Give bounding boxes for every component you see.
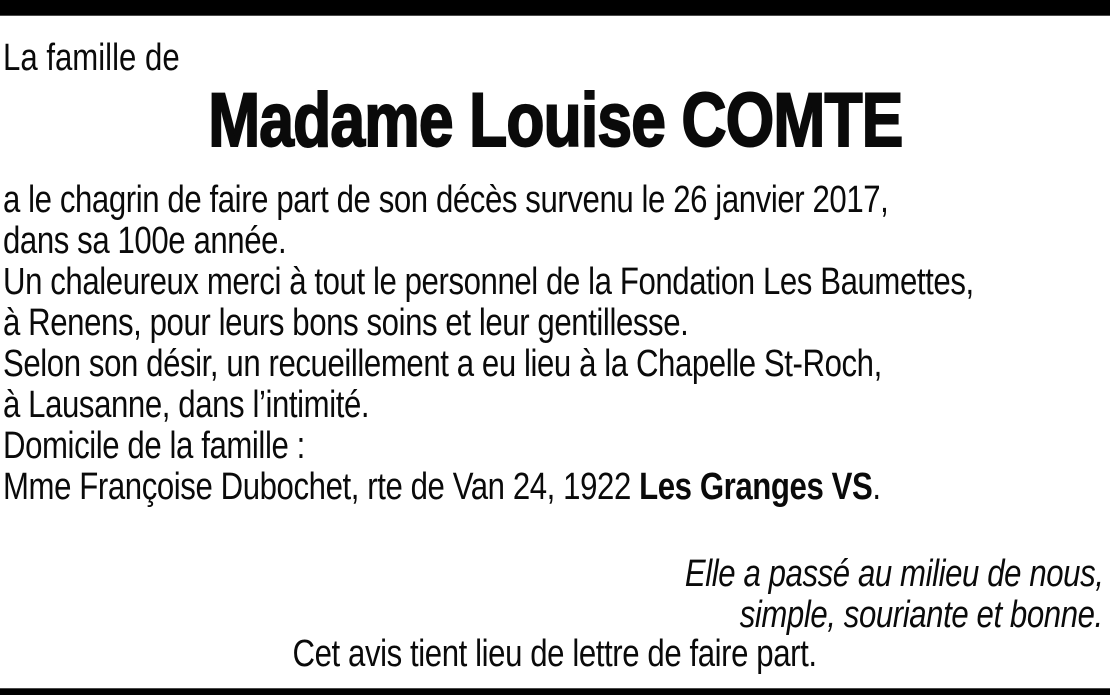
address-line (3, 467, 1110, 508)
body-line: Domicile de la famille : (3, 425, 305, 467)
intro-text: La famille de (3, 37, 180, 79)
address-locality: Les Granges VS (639, 466, 873, 508)
top-rule (0, 0, 1110, 16)
notice-body (3, 180, 1110, 508)
address-suffix: . (872, 466, 881, 508)
bottom-rule (0, 688, 1110, 695)
deceased-name (0, 78, 1110, 163)
closing-text: Cet avis tient lieu de lettre de faire part. (292, 633, 818, 675)
epitaph (0, 554, 1103, 636)
body-line: a le chagrin de faire part de son décès survenu le 26 janvier 2017, (3, 179, 889, 221)
body-line: dans sa 100e année. (3, 220, 287, 262)
body-line: à Lausanne, dans l’intimité. (3, 384, 370, 426)
body-line: à Renens, pour leurs bons soins et leur gentillesse. (3, 302, 689, 344)
body-line: Un chaleureux merci à tout le personnel de la Fondation Les Baumettes, (3, 261, 974, 303)
epitaph-line: simple, souriante et bonne. (739, 594, 1103, 636)
epitaph-line: Elle a passé au milieu de nous, (684, 553, 1103, 595)
body-line: Selon son désir, un recueillement a eu lieu à la Chapelle St-Roch, (3, 343, 882, 385)
deceased-name-text: Madame Louise COMTE (207, 78, 903, 163)
address-regular: Mme Françoise Dubochet, rte de Van 24, 1922 (3, 466, 640, 508)
closing-line (0, 634, 1110, 675)
intro-line (3, 38, 218, 79)
